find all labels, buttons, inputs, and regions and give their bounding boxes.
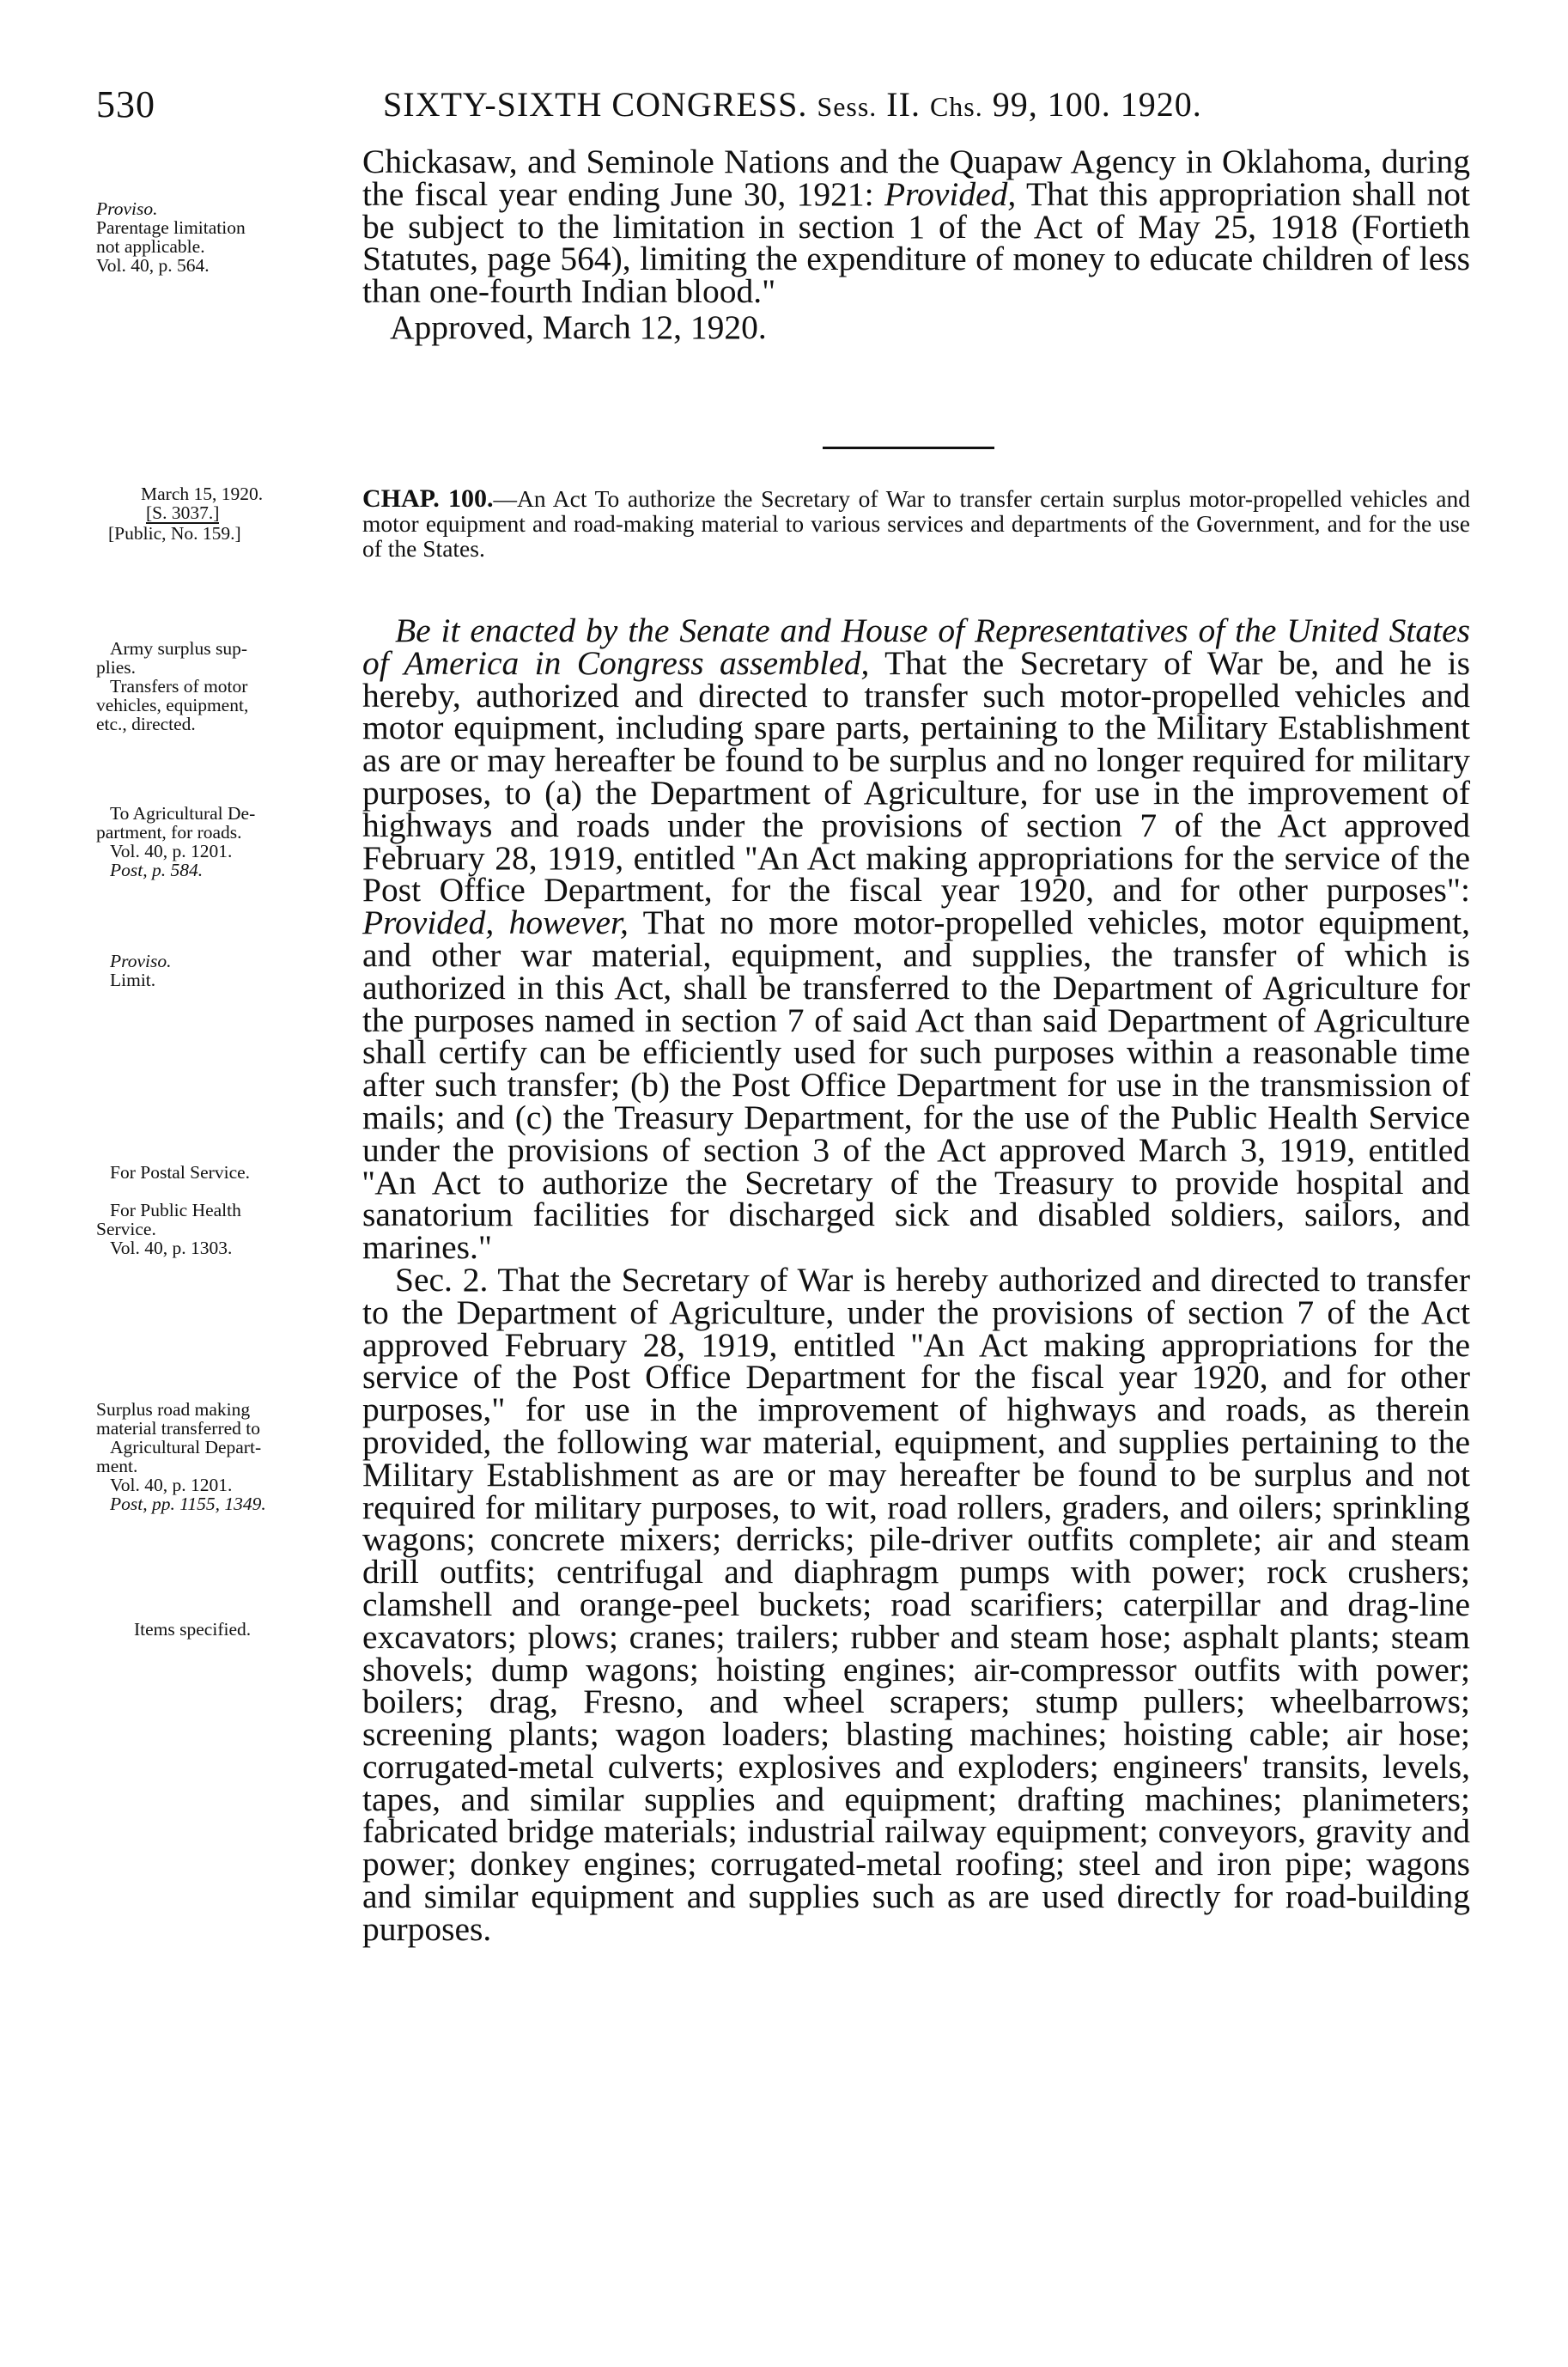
enacting-paragraph: Be it enacted by the Senate and House of Representatives of the United States of America in Congress assembled, That the Secretary of War be, and he is hereby, authorized and directed to transfer such motor-propelled vehicles and motor equipment, including spare parts, pertaining to the Military Establishment as are or may hereafter be found to be surplus and no longer required for military purposes, to (a) the Department of Agriculture, for use in the improvement of highways and roads under the provisions of section 7 of the Act approved February 28, 1919, entitled ''An Act making appropriations for the service of the Post Office Department, for the fiscal year 1920, and for other purposes": Provided, however, That no more motor-propelled vehicles, motor equipment, and other war material, equipment, and supplies, the transfer of which is authorized in this Act, shall be transferred to the Department of Agriculture for the purposes named in section 7 of said Act than said Department of Agriculture shall certify can be efficiently used for such purposes within a reasonable time after such transfer; (b) the Post Office Department for use in the transmission of mails; and (c) the Treasury Department, for the use of the Public Health Service under the provisions of section 3 of the Act approved March 3, 1919, entitled ''An Act to authorize the Secretary of the Treasury to provide hospital and sanatorium facilities for discharged sick and disabled soldiers, sailors, and marines." — [362, 612, 1470, 1267]
approval-date: Approved, March 12, 1920. — [390, 307, 767, 346]
running-header — [0, 82, 1568, 134]
section-divider — [823, 447, 994, 449]
section-2-label: Sec. 2. — [395, 1260, 489, 1299]
margin-note-road-material: Surplus road making material transferred to Agricultural Depart- ment. Vol. 40, p. 1201. Post, pp. 1155, 1349. — [96, 1399, 266, 1514]
margin-note-date: March 15, 1920. [S. 3037.] [Public, No. 159.] — [108, 484, 264, 544]
chapter-label: CHAP. 100. — [362, 484, 494, 513]
continued-text — [362, 143, 1470, 346]
margin-note-public-health: For Public Health Service. Vol. 40, p. 1303. — [96, 1200, 241, 1258]
margin-note-postal: For Postal Service. — [110, 1162, 251, 1183]
margin-note-limit: Proviso. Limit. — [110, 951, 172, 990]
section-2: Sec. 2. That the Secretary of War is hereby authorized and directed to transfer to the Department of Agriculture, under the provisions of section 7 of the Act approved February 28, 1919, entitled ''An Act making appropriations for the service of the Post Office Department for the fiscal year 1920, and for other purposes," for use in the improvement of highways and roads, as therein provided, the following war material, equipment, and supplies pertaining to the Military Establishment as are or may hereafter be found to be surplus and not required for military purposes, to wit, road rollers, graders, and oilers; sprinkling wagons; concrete mixers; derricks; pile-driver outfits complete; air and steam drill outfits; centrifugal and diaphragm pumps with power; rock crushers; clamshell and orange-peel buckets; road scarifiers; caterpillar and drag-line excavators; plows; cranes; trailers; rubber and steam hose; asphalt plants; steam shovels; dump wagons; hoisting engines; air-compressor outfits with power; boilers; drag, Fresno, and wheel scrapers; stump pullers; wheelbarrows; screening plants; wagon loaders; blasting machines; hoisting cable; air hose; corrugated-metal culverts; explosives and exploders; engineers' transits, levels, tapes, and similar supplies and equipment; drafting machines; planimeters; fabricated bridge materials; industrial railway equipment; conveyors, gravity and power; donkey engines; corrugated-metal roofing; steel and iron pipe; wagons and similar equipment and supplies such as are used directly for road-building purposes. — [362, 1260, 1470, 1948]
chapter-heading — [362, 486, 1470, 561]
chapter-title: —An Act To authorize the Secretary of War to transfer certain surplus motor-propelled vehicles and motor equipment and road-making material to various services and departments of the Government, and for the use of the States. — [362, 485, 1470, 562]
page-number: 530 — [96, 83, 155, 125]
act-body — [362, 612, 1470, 1948]
margin-note-items: Items specified. — [134, 1619, 252, 1640]
margin-note-army-surplus: Army surplus sup- plies. Transfers of motor vehicles, equipment, etc., directed. — [96, 638, 249, 734]
running-head: SIXTY-SIXTH CONGRESS. Sess. II. Chs. 99, 100. 1920. — [383, 85, 1202, 124]
enacting-clause: Be it enacted by the Senate and House of Representatives of the United States of America in Congress assembled, — [362, 612, 1470, 682]
continued-paragraph: Chickasaw, and Seminole Nations and the Quapaw Agency in Oklahoma, during the fiscal year ending June 30, 1921: Provided, That this appropriation shall not be subject to the limitation in section 1 of the Act of May 25, 1918 (Fortieth Statutes, page 564), limiting the expenditure of money to educate children of less than one-fourth Indian blood." — [362, 143, 1470, 311]
margin-note-proviso: Proviso. Parentage limitation not applicable. Vol. 40, p. 564. — [96, 198, 246, 276]
margin-note-agriculture: To Agricultural De- partment, for roads. Vol. 40, p. 1201. Post, p. 584. — [96, 803, 256, 880]
